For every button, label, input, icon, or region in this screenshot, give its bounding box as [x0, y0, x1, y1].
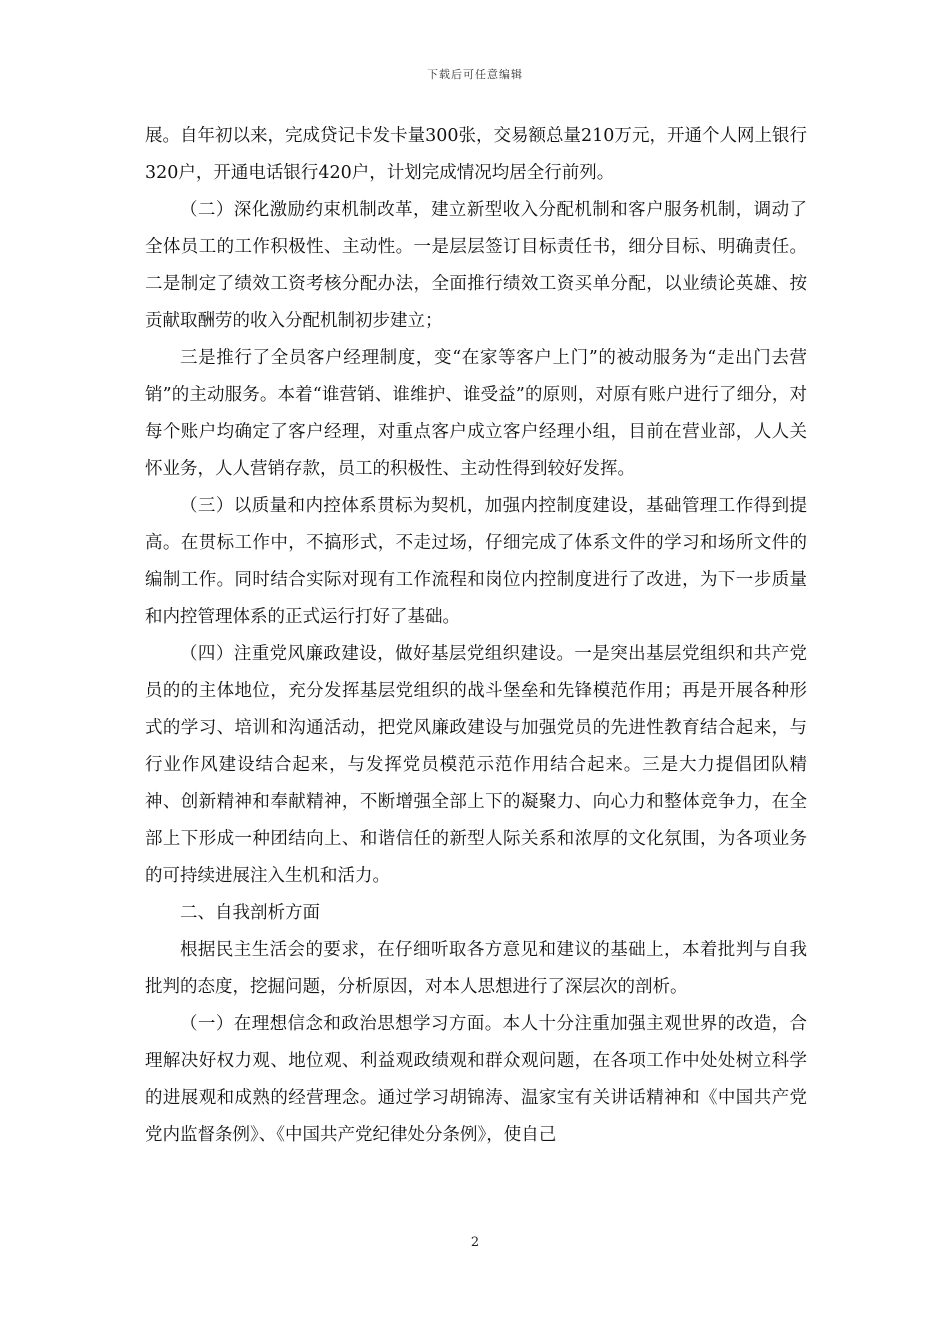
paragraph-self-analysis-intro: 根据民主生活会的要求，在仔细听取各方意见和建议的基础上，本着批判与自我批判的态度，挖掘问题，分析原因，对本人思想进行了深层次的剖析。 [145, 940, 807, 997]
paragraph-ideals-beliefs: （一）在理想信念和政治思想学习方面。本人十分注重加强主观世界的改造，合理解决好权力观、地位观、利益观政绩观和群众观问题，在各项工作中处处树立科学的进展观和成熟的经营理念。通过学习胡锦涛、温家宝有关讲话精神和《中国共产党党内监督条例》、《中国共产党纪律处分条例》，使自己 [145, 1014, 807, 1145]
page-number: 2 [470, 1235, 480, 1250]
paragraph-section-3: （三）以质量和内控体系贯标为契机，加强内控制度建设，基础管理工作得到提高。在贯标工作中，不搞形式，不走过场，仔细完成了体系文件的学习和场所文件的编制工作。同时结合实际对现有工作流程和岗位内控制度进行了改进，为下一步质量和内控管理体系的正式运行打好了基础。 [145, 496, 807, 627]
section-heading-self-analysis: 二、自我剖析方面 [180, 903, 320, 923]
page-header: 下载后可任意编辑 [427, 68, 523, 81]
document-body [145, 118, 807, 1154]
paragraph-continuation: 展。自年初以来，完成贷记卡发卡量300张，交易额总量210万元，开通个人网上银行320户，开通电话银行420户，计划完成情况均居全行前列。 [145, 126, 807, 183]
paragraph-section-4: （四）注重党风廉政建设，做好基层党组织建设。一是突出基层党组织和共产党员的的主体地位，充分发挥基层党组织的战斗堡垒和先锋模范作用；再是开展各种形式的学习、培训和沟通活动，把党风廉政建设与加强党员的先进性教育结合起来，与行业作风建设结合起来，与发挥党员模范示范作用结合起来。三是大力提倡团队精神、创新精神和奉献精神，不断增强全部上下的凝聚力、向心力和整体竞争力，在全部上下形成一种团结向上、和谐信任的新型人际关系和浓厚的文化氛围，为各项业务的可持续进展注入生机和活力。 [145, 644, 807, 886]
paragraph-client-manager: 三是推行了全员客户经理制度，变“在家等客户上门”的被动服务为“走出门去营销”的主动服务。本着“谁营销、谁维护、谁受益”的原则，对原有账户进行了细分，对每个账户均确定了客户经理，对重点客户成立客户经理小组，目前在营业部，人人关怀业务，人人营销存款，员工的积极性、主动性得到较好发挥。 [145, 348, 807, 479]
paragraph-section-2: （二）深化激励约束机制改革，建立新型收入分配机制和客户服务机制，调动了全体员工的工作积极性、主动性。一是层层签订目标责任书，细分目标、明确责任。二是制定了绩效工资考核分配办法，全面推行绩效工资买单分配，以业绩论英雄、按贡献取酬劳的收入分配机制初步建立； [145, 200, 807, 331]
